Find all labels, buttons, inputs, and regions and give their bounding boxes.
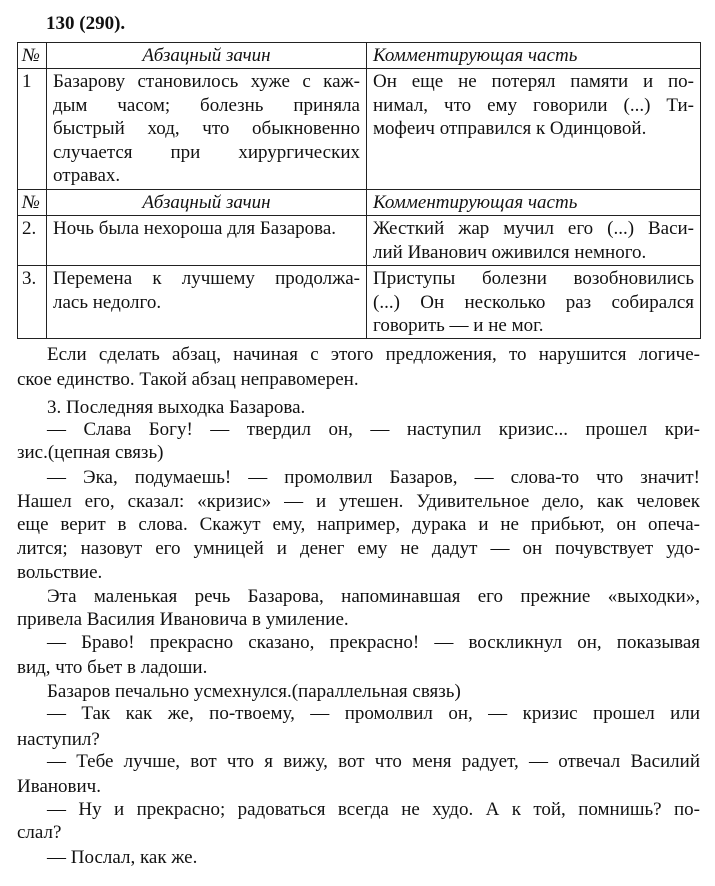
- text-line: вольствие.: [17, 562, 103, 583]
- row-num: 1: [18, 69, 47, 190]
- cell-line: нимал, что ему говорили (...) Ти-: [373, 94, 694, 116]
- header-col2: Комментирующая часть: [367, 190, 701, 216]
- cell-line: Жесткий жар мучил его (...) Васи-: [373, 218, 694, 239]
- text-line: — Браво! прекрасно сказано, прекрасно! — воскликнул он, показывая: [47, 632, 700, 653]
- row-col2: [367, 266, 701, 339]
- row-col1: [47, 69, 367, 190]
- cell-line: Ночь была нехороша для Базарова.: [53, 218, 337, 239]
- text-line: Если сделать абзац, начиная с этого предложения, то нарушится логиче-: [47, 344, 700, 365]
- cell-line: отравах.: [53, 165, 121, 186]
- text-line: Иванович.: [17, 776, 101, 797]
- text-line: привела Василия Ивановича в умиление.: [17, 609, 349, 630]
- text-line: наступил?: [17, 729, 100, 750]
- text-line: ское единство. Такой абзац неправомерен.: [17, 369, 359, 390]
- header-num: №: [18, 190, 47, 216]
- cell-line: мофеич отправился к Одинцовой.: [373, 118, 647, 139]
- text-line: еще верит в слова. Скажут ему, например, дурака и не прибьют, он опеча-: [17, 514, 700, 535]
- text-line: Эта маленькая речь Базарова, напоминавшая его прежние «выходки»,: [47, 586, 700, 607]
- table-header-row: [18, 43, 701, 69]
- cell-line: дым часом; болезнь приняла: [53, 94, 360, 116]
- header-col1: Абзацный зачин: [47, 190, 367, 216]
- text-line: слал?: [17, 822, 62, 843]
- text-line: 3. Последняя выходка Базарова.: [47, 397, 306, 418]
- text-line: Нашел его, сказал: «кризис» — и утешен. Удивительное дело, как человек: [17, 491, 700, 512]
- cell-line: Перемена к лучшему продолжа-: [53, 268, 360, 289]
- cell-line: быстрый ход, что обыкновенно: [53, 118, 360, 139]
- text-line: — Послал, как же.: [47, 847, 198, 868]
- exercise-number: 130 (290).: [46, 13, 126, 34]
- cell-line: лась недолго.: [53, 291, 162, 313]
- cell-line: Приступы болезни возобновились: [373, 268, 694, 289]
- table-row: [18, 69, 701, 190]
- cell-line: Базарову становилось хуже с каж-: [53, 71, 360, 92]
- row-num: 3.: [18, 266, 47, 339]
- row-num: 2.: [18, 216, 47, 266]
- table-row: [18, 216, 701, 266]
- row-col2: [367, 69, 701, 190]
- table-row: [18, 266, 701, 339]
- text-line: — Слава Богу! — твердил он, — наступил кризис... прошел кри-: [47, 419, 700, 440]
- header-col2: Комментирующая часть: [367, 43, 701, 69]
- row-col1: [47, 266, 367, 339]
- cell-line: говорить — и не мог.: [373, 315, 544, 336]
- text-line: зис.(цепная связь): [17, 442, 164, 463]
- cell-line: Он еще не потерял памяти и по-: [373, 71, 694, 92]
- text-line: вид, что бьет в ладоши.: [17, 657, 208, 678]
- cell-line: (...) Он несколько раз собирался: [373, 291, 694, 313]
- text-line: — Так как же, по-твоему, — промолвил он, — кризис прошел или: [47, 703, 700, 724]
- text-line: лится; назовут его умницей и денег ему не дадут — он почувствует удо-: [17, 538, 700, 559]
- table-header-row: [18, 190, 701, 216]
- header-col1: Абзацный зачин: [47, 43, 367, 69]
- cell-line: лий Иванович оживился немного.: [373, 241, 647, 263]
- header-num: №: [18, 43, 47, 69]
- paragraph-analysis-table: [17, 42, 701, 339]
- text-line: — Эка, подумаешь! — промолвил Базаров, — слова-то что значит!: [47, 467, 700, 488]
- row-col1: [47, 216, 367, 266]
- text-line: — Ну и прекрасно; радоваться всегда не худо. А к той, помнишь? по-: [47, 799, 700, 820]
- cell-line: случается при хирургических: [53, 141, 360, 163]
- text-line: Базаров печально усмехнулся.(параллельная связь): [47, 681, 461, 702]
- text-line: — Тебе лучше, вот что я вижу, вот что меня радует, — отвечал Василий: [47, 751, 700, 772]
- row-col2: [367, 216, 701, 266]
